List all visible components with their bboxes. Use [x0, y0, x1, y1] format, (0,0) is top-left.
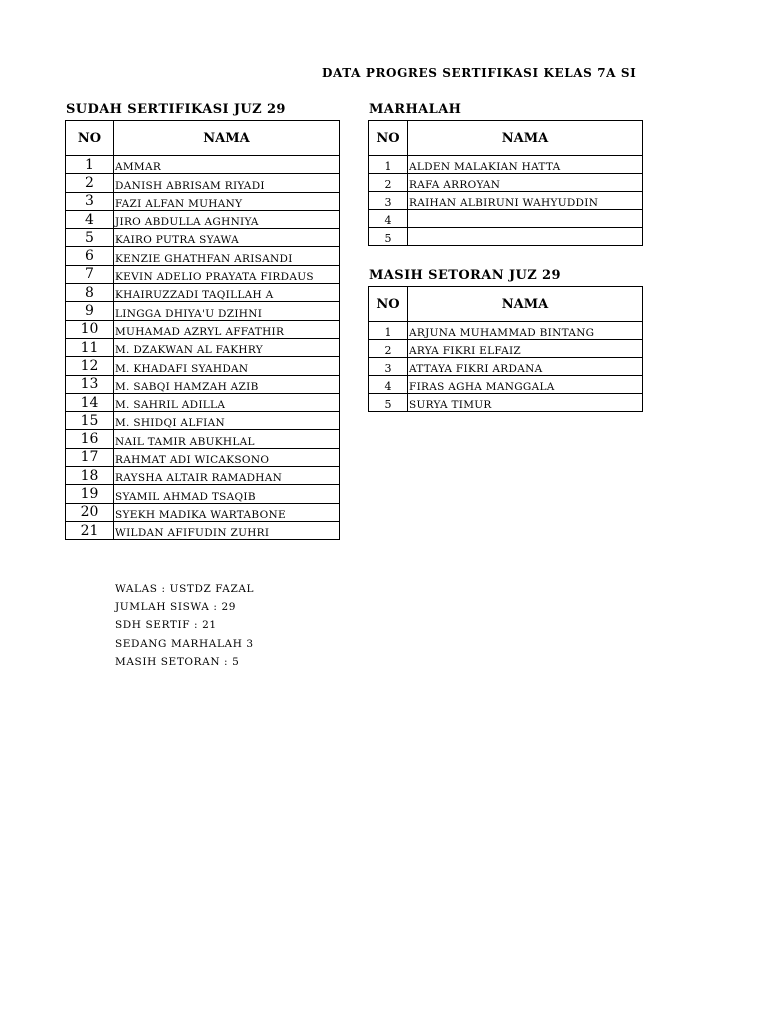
marhalah-table [368, 120, 643, 246]
row-nama: RAHMAT ADI WICAKSONO [114, 448, 340, 466]
table-row [66, 521, 340, 539]
row-no: 2 [369, 340, 408, 358]
table-row [66, 467, 340, 485]
row-nama: M. KHADAFI SYAHDAN [114, 357, 340, 375]
row-no: 16 [66, 430, 114, 448]
row-nama: KEVIN ADELIO PRAYATA FIRDAUS [114, 265, 340, 283]
table-row [369, 376, 643, 394]
table-row [369, 192, 643, 210]
row-no: 3 [369, 358, 408, 376]
row-nama: LINGGA DHIYA'U DZIHNI [114, 302, 340, 320]
summary-block [115, 580, 254, 671]
row-nama: AMMAR [114, 156, 340, 174]
table-row [369, 322, 643, 340]
row-no: 18 [66, 467, 114, 485]
row-nama: ATTAYA FIKRI ARDANA [408, 358, 643, 376]
table-row [66, 265, 340, 283]
row-no: 1 [369, 156, 408, 174]
table-row [66, 393, 340, 411]
row-no: 19 [66, 485, 114, 503]
row-no: 3 [66, 192, 114, 210]
row-nama: KAIRO PUTRA SYAWA [114, 229, 340, 247]
row-no: 21 [66, 521, 114, 539]
row-no: 7 [66, 265, 114, 283]
summary-sdh-sertif: SDH SERTIF : 21 [115, 619, 217, 632]
row-nama: ALDEN MALAKIAN HATTA [408, 156, 643, 174]
row-nama: M. SAHRIL ADILLA [114, 393, 340, 411]
table-row [66, 210, 340, 228]
table-row [66, 229, 340, 247]
row-no: 13 [66, 375, 114, 393]
row-nama: M. DZAKWAN AL FAKHRY [114, 338, 340, 356]
row-nama: RAYSHA ALTAIR RAMADHAN [114, 467, 340, 485]
table-row [66, 320, 340, 338]
row-no: 10 [66, 320, 114, 338]
setoran-rows [369, 322, 643, 412]
table-row [66, 357, 340, 375]
summary-jumlah-siswa: JUMLAH SISWA : 29 [115, 601, 237, 614]
row-nama: FAZI ALFAN MUHANY [114, 192, 340, 210]
row-nama: ARJUNA MUHAMMAD BINTANG [408, 322, 643, 340]
table-row [369, 210, 643, 228]
row-nama: FIRAS AGHA MANGGALA [408, 376, 643, 394]
sudah-col-no: NO [66, 121, 114, 156]
page-title: DATA PROGRES SERTIFIKASI KELAS 7A SI [322, 66, 637, 80]
setoran-col-nama: NAMA [408, 287, 643, 322]
row-no: 17 [66, 448, 114, 466]
table-row [66, 430, 340, 448]
row-no: 5 [66, 229, 114, 247]
row-no: 4 [369, 210, 408, 228]
row-nama: M. SABQI HAMZAH AZIB [114, 375, 340, 393]
row-no: 4 [66, 210, 114, 228]
row-no: 15 [66, 412, 114, 430]
table-row [66, 192, 340, 210]
row-nama [408, 228, 643, 246]
table-row [66, 156, 340, 174]
row-no: 11 [66, 338, 114, 356]
row-no: 8 [66, 284, 114, 302]
row-no: 9 [66, 302, 114, 320]
row-nama: RAIHAN ALBIRUNI WAHYUDDIN [408, 192, 643, 210]
row-nama: SYAMIL AHMAD TSAQIB [114, 485, 340, 503]
sudah-table [65, 120, 340, 540]
summary-setoran: MASIH SETORAN : 5 [115, 655, 240, 668]
table-row [66, 375, 340, 393]
table-row [369, 174, 643, 192]
table-row [369, 340, 643, 358]
summary-walas: WALAS : USTDZ FAZAL [115, 583, 255, 595]
table-row [66, 302, 340, 320]
row-no: 5 [369, 394, 408, 412]
row-no: 3 [369, 192, 408, 210]
sudah-heading: SUDAH SERTIFIKASI JUZ 29 [66, 102, 286, 117]
row-no: 1 [369, 322, 408, 340]
sudah-rows [66, 156, 340, 540]
row-nama: KENZIE GHATHFAN ARISANDI [114, 247, 340, 265]
row-no: 6 [66, 247, 114, 265]
table-row [369, 394, 643, 412]
row-nama: MUHAMAD AZRYL AFFATHIR [114, 320, 340, 338]
table-row [66, 247, 340, 265]
row-no: 2 [369, 174, 408, 192]
setoran-table [368, 286, 643, 412]
setoran-col-no: NO [369, 287, 408, 322]
marhalah-col-no: NO [369, 121, 408, 156]
table-row [66, 412, 340, 430]
row-nama: DANISH ABRISAM RIYADI [114, 174, 340, 192]
row-no: 20 [66, 503, 114, 521]
row-nama: NAIL TAMIR ABUKHLAL [114, 430, 340, 448]
table-row [66, 448, 340, 466]
row-no: 5 [369, 228, 408, 246]
row-nama: RAFA ARROYAN [408, 174, 643, 192]
sudah-col-nama: NAMA [114, 121, 340, 156]
row-nama: SYEKH MADIKA WARTABONE [114, 503, 340, 521]
setoran-heading: MASIH SETORAN JUZ 29 [369, 268, 561, 283]
row-nama [408, 210, 643, 228]
row-nama: JIRO ABDULLA AGHNIYA [114, 210, 340, 228]
table-row [66, 284, 340, 302]
table-row [66, 503, 340, 521]
table-row [66, 338, 340, 356]
table-row [66, 174, 340, 192]
table-row [66, 485, 340, 503]
row-no: 14 [66, 393, 114, 411]
row-no: 2 [66, 174, 114, 192]
row-no: 1 [66, 156, 114, 174]
table-row [369, 156, 643, 174]
marhalah-rows [369, 156, 643, 246]
marhalah-heading: MARHALAH [369, 102, 462, 117]
row-nama: ARYA FIKRI ELFAIZ [408, 340, 643, 358]
row-nama: M. SHIDQI ALFIAN [114, 412, 340, 430]
row-nama: KHAIRUZZADI TAQILLAH A [114, 284, 340, 302]
row-no: 12 [66, 357, 114, 375]
table-row [369, 358, 643, 376]
table-row [369, 228, 643, 246]
marhalah-col-nama: NAMA [408, 121, 643, 156]
row-nama: WILDAN AFIFUDIN ZUHRI [114, 521, 340, 539]
row-nama: SURYA TIMUR [408, 394, 643, 412]
row-no: 4 [369, 376, 408, 394]
summary-marhalah: SEDANG MARHALAH 3 [115, 637, 254, 650]
